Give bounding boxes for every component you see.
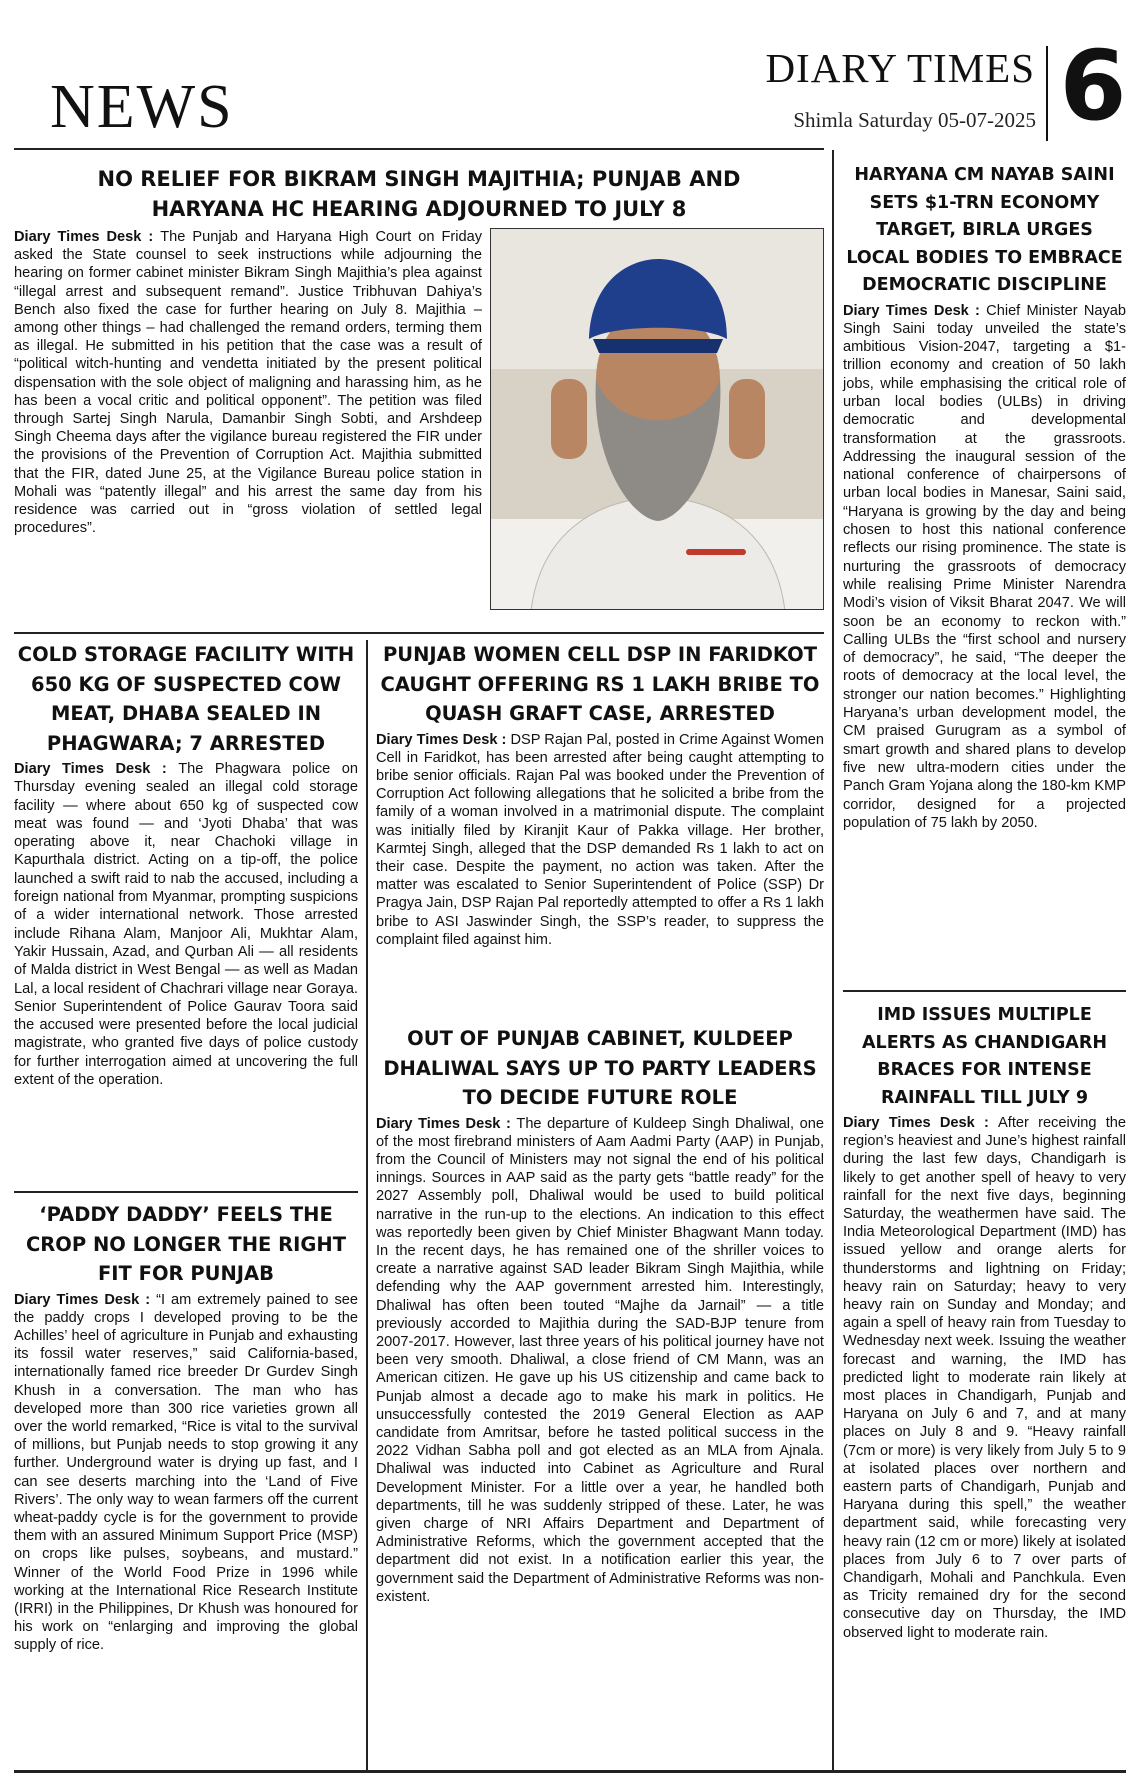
article-text: Chief Minister Nayab Singh Saini today unveiled the state’s ambitious Vision-2047, targeting a $1-trillion economy and creation of 50 lakh jobs, while emphasising the critical role of urban local bodies (ULBs) in driving democratic and developmental transformation at the grassroots. Addressing the inaugural session of the national conference of chairpersons of urban local bodies in Manesar, Saini said, “Haryana is growing by the day and being chosen to host this national conference reflects our rising prominence. The state is nurturing the grassroots of democracy while realising Prime Minister Narendra Modi’s vision of Viksit Bharat 2047. We will soon be an economy to reckon with.” Calling ULBs the “first school and nursery of democracy”, he said, “The deeper the roots of democracy at the local level, the stronger our nation becomes.” Highlighting Haryana’s urban development model, the CM praised Gurugram as a symbol of smart growth and shared plans to develop five new ultra-modern cities under the Panch Gram Yojana along the 180-km KMP corridor, designed for a projected population of 75 lakh by 2050. [843, 302, 1127, 831]
article-headline: PUNJAB WOMEN CELL DSP IN FARIDKOT CAUGHT OFFERING RS 1 LAKH BRIBE TO QUASH GRAFT CASE, ARRESTED [380, 643, 820, 725]
section-title: NEWS [50, 73, 234, 141]
column-rule-middle [366, 640, 368, 1770]
article-body [843, 302, 1126, 833]
portrait-illustration [491, 229, 824, 610]
column-rule-right [832, 150, 834, 1770]
article-text: After receiving the region’s heaviest and June’s highest rainfall during the last few days, Chandigarh is likely to get another spell of heavy to very rainfall for the next five days, beginning Saturday, the weathermen have said. The India Meteorological Department (IMD) has issued yellow and orange alerts for thunderstorms and lightning on Friday; heavy rain on Saturday; heavy to very heavy rain on Sunday and Monday; and again a spell of heavy rain from Tuesday to Wednesday next week. Issuing the weather forecast and warning, the IMD has predicted light to moderate rain likely at most places in Chandigarh, Punjab and Haryana on July 6 and 7, and at many places on July 8 and 9. “Heavy rainfall (7cm or more) is very likely from July 5 to 9 at isolated places over northern and eastern parts of Chandigarh, Punjab and Haryana during this spell,” the weather department said, while forecasting very heavy rain (12 cm or more) likely at isolated places from July 6 to 7 over parts of Chandigarh, Mohali and Panchkula. Even as Tricity remained dry for the second consecutive day on Thursday, the IMD observed light to moderate rain. [843, 1115, 1126, 1641]
masthead-divider [1046, 46, 1048, 141]
article-headline: HARYANA CM NAYAB SAINI SETS $1-TRN ECONOMY TARGET, BIRLA URGES LOCAL BODIES TO EMBRACE DEMOCRATIC DISCIPLINE [846, 165, 1123, 295]
article-paddy-daddy [14, 1200, 358, 1655]
article-dsp-bribe [376, 640, 824, 949]
article-headline: OUT OF PUNJAB CABINET, KULDEEP DHALIWAL SAYS UP TO PARTY LEADERS TO DECIDE FUTURE ROLE [383, 1027, 817, 1109]
article-dhaliwal [376, 1024, 824, 1606]
news-photo [490, 228, 824, 610]
article-body [14, 1291, 358, 1655]
article-byline: Diary Times Desk : [14, 1291, 157, 1308]
article-body [376, 1115, 824, 1606]
article-body [843, 1114, 1126, 1642]
dateline: Shimla Saturday 05-07-2025 [793, 108, 1036, 132]
page-number: 6 [1059, 30, 1127, 142]
article-haryana-economy [843, 162, 1126, 832]
left-column-article-rule [14, 1191, 358, 1193]
article-imd-alerts [843, 1002, 1126, 1642]
article-headline: COLD STORAGE FACILITY WITH 650 KG OF SUSPECTED COW MEAT, DHABA SEALED IN PHAGWARA; 7 ARRESTED [17, 643, 355, 755]
masthead-bottom-rule [14, 148, 824, 150]
article-byline: Diary Times Desk : [14, 761, 179, 777]
article-text: The Phagwara police on Thursday evening sealed an illegal cold storage facility — where about 650 kg of suspected cow meat was found — and ‘Jyoti Dhaba’ that was operating above it, near Chachoki village in Kapurthala district. Acting on a tip-off, the police launched a swift raid to nab the accused, including a foreign national from Myanmar, prompting suspicions of a wider international network. Those arrested include Rihana Alam, Manjoor Ali, Mukhtar Alam, Yakir Hussain, Azad, and Qurban Ali — all residents of Malda district in West Bengal — as well as Madan Lal, a local resident of Chachrari village near Goraya. Senior Superintendent of Police Gaurav Toora said the accused were presented before the local judicial magistrate, who granted five days of police custody for further interrogation aimed at uncovering the full extent of the operation. [14, 761, 359, 1089]
article-byline: Diary Times Desk : [14, 229, 161, 245]
page-bottom-rule [14, 1770, 1126, 1773]
article-byline: Diary Times Desk : [376, 731, 511, 748]
article-majithia [14, 164, 824, 610]
article-byline: Diary Times Desk : [843, 302, 987, 319]
article-text: DSP Rajan Pal, posted in Crime Against Women Cell in Faridkot, has been arrested after being caught attempting to bribe senior officials. Rajan Pal was booked under the Prevention of Corruption Act following allegations that he solicited a bribe from the family of a woman involved in a matrimonial dispute. The complaint was initially filed by Kiranjit Kaur of Pakka village. Her brother, Karmtej Singh, alleged that the DSP demanded Rs 1 lakh to act on their case. Despite the payment, no action was taken. After the matter was escalated to Senior Superintendent of Police (SSP) Dr Pragya Jain, DSP Rajan Pal reportedly attempted to offer a Rs 1 lakh bribe to ASI Jaswinder Singh, the SSP’s reader, to suppress the complaint filed against him. [376, 731, 824, 948]
article-headline: IMD ISSUES MULTIPLE ALERTS AS CHANDIGARH BRACES FOR INTENSE RAINFALL TILL JULY 9 [862, 1005, 1107, 1108]
article-text: The departure of Kuldeep Singh Dhaliwal, one of the most firebrand ministers of Aam Aadmi Party (AAP) in Punjab, from the Council of Ministers may not signal the end of his political innings. Sources in AAP said as the party gets “battle ready” for the 2027 Assembly poll, Dhaliwal would be used to build political narrative in the run-up to the elections. An indication to this effect was reportedly been given by Chief Minister Bhagwant Mann today. In the recent days, he has remained one of the shriller voices to create a narrative against SAD leader Bikram Singh Majithia, while defending why the AAP government arrested him. Interestingly, Dhaliwal has often been touted “Majhe da Jarnail” — a title previously accorded to Majithia during the SAD-BJP tenure from 2007-2017. However, last three years of his political journey have not been very smooth. Dhaliwal, a close friend of CM Mann, was an American citizen. He gave up his US citizenship and came back to Punjab almost a decade ago to make his mark in politics. He unsuccessfully contested the 2019 General Election as AAP candidate from Amritsar, before he tasted political success in the 2022 Vidhan Sabha poll and got elected as an MLA from Ajnala. Dhaliwal was inducted into Cabinet as Agriculture and Rural Development Minister. For a little over a year, he handled both departments, till he was suddenly stripped of these. Later, he was given charge of NRI Affairs Department and Department of Administrative Reforms, which the government accepted that the department did not exist. In a notification earlier this year, the government said the Department of Administrative Reforms was non-existent. [376, 1115, 824, 1605]
article-headline: NO RELIEF FOR BIKRAM SINGH MAJITHIA; PUNJAB AND HARYANA HC HEARING ADJOURNED TO JULY 8 [97, 167, 741, 221]
article-body [14, 760, 358, 1089]
article-headline: ‘PADDY DADDY’ FEELS THE CROP NO LONGER THE RIGHT FIT FOR PUNJAB [25, 1203, 347, 1285]
top-story-bottom-rule [14, 632, 824, 634]
right-column-article-rule [843, 990, 1126, 992]
article-text: “I am extremely pained to see the paddy crops I developed proving to be the Achilles’ heel of agriculture in Punjab and exhausting its fossil water reserves,” said California-based, internationally famed rice breeder Dr Gurdev Singh Khush in a conversation. The man who has developed more than 300 rice varieties grown all over the world remarked, “Rice is vital to the survival of millions, but Punjab needs to stop growing it any further. Underground water is drying up fast, and I can see deserts marching into the ‘Land of Five Rivers’. The only way to wean farmers off the current wheat-paddy cycle is for the government to provide them with an assured Minimum Support Price (MSP) on crops like pulses, soybeans, and mustard.” Winner of the World Food Prize in 1996 while working at the International Rice Research Institute (IRRI) in the Philippines, Dr Khush was honoured for his work on “enlarging and improving the global supply of rice. [14, 1291, 358, 1654]
article-body [14, 228, 824, 537]
article-byline: Diary Times Desk : [376, 1115, 517, 1132]
article-byline: Diary Times Desk : [843, 1115, 999, 1131]
article-cold-storage [14, 640, 358, 1089]
article-body [376, 731, 824, 949]
article-text: The Punjab and Haryana High Court on Friday asked the State counsel to seek instructions while adjourning the hearing on former cabinet minister Bikram Singh Majithia’s plea against “illegal arrest and subsequent remand”. Justice Tribhuvan Dahiya’s Bench also fixed the case for further hearing on July 8. Majithia – among other things – had challenged the remand orders, terming them as illegal. He submitted in his petition that the case was a result of “political witch-hunting and vendetta initiated by the present political dispensation with the sole object of maligning and harassing him, as he has been a vocal critic and political opponent”. The petition was filed through Sartej Singh Narula, Damanbir Singh Sobti, and Arshdeep Singh Cheema days after the vigilance bureau registered the FIR under the provisions of the Prevention of Corruption Act. Majithia submitted that the FIR, dated June 25, at the Vigilance Bureau police station in Mohali was “patently illegal” and his arrest the same day from his residence was carried out in “gross violation of settled legal procedures”. [14, 229, 482, 537]
newspaper-name: DIARY TIMES [765, 45, 1035, 91]
